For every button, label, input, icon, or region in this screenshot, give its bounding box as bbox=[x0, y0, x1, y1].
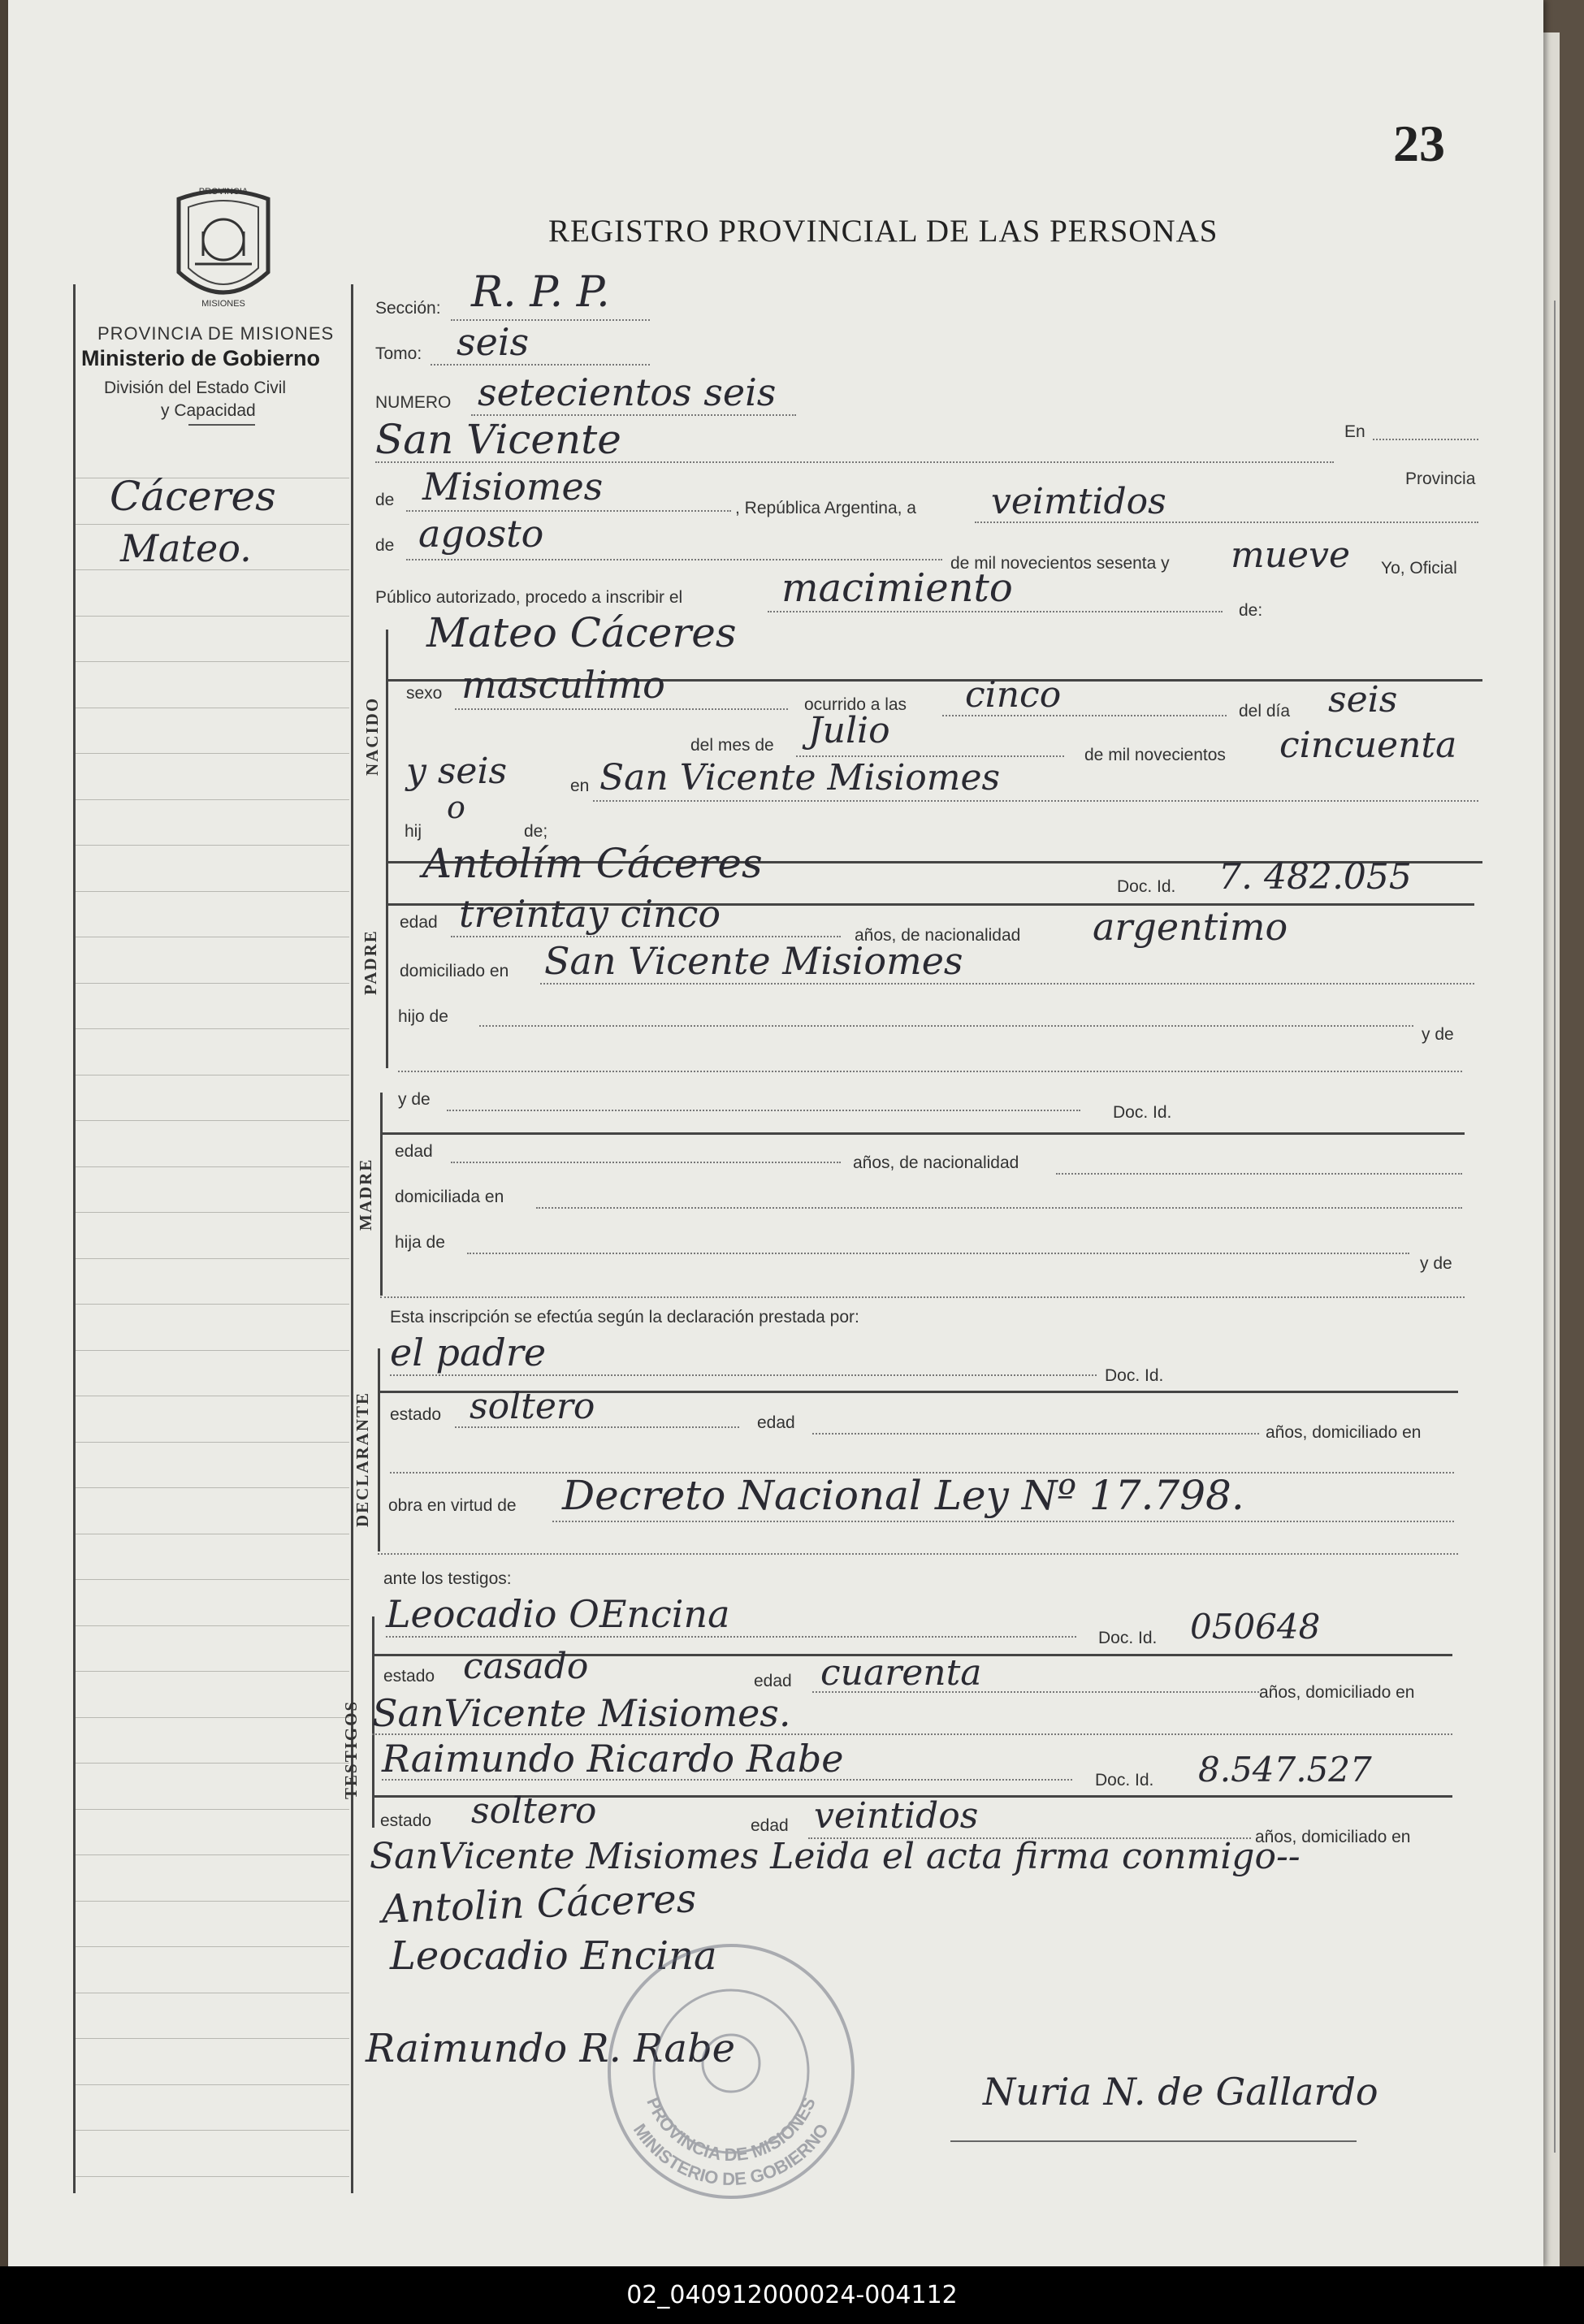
t2-anos-label: años, domiciliado en bbox=[1255, 1828, 1411, 1846]
margin-rule-line bbox=[75, 1212, 349, 1213]
margin-rule-line bbox=[75, 1763, 349, 1764]
lugar-value: San Vicente bbox=[375, 416, 621, 463]
margin-rule-line bbox=[75, 845, 349, 846]
t1-nombre-line bbox=[386, 1636, 1076, 1638]
madre-y-de-label: y de bbox=[398, 1090, 431, 1109]
decl-edad-line bbox=[812, 1433, 1259, 1435]
madre-doc-label: Doc. Id. bbox=[1113, 1103, 1172, 1122]
t2-doc-value: 8.547.527 bbox=[1198, 1750, 1372, 1790]
mes-nac-value: Julio bbox=[808, 710, 890, 751]
declarante-value: el padre bbox=[390, 1331, 547, 1374]
mes-line bbox=[406, 559, 942, 560]
page-title: REGISTRO PROVINCIAL DE LAS PERSONAS bbox=[548, 214, 1218, 249]
padre-edad-line bbox=[451, 936, 841, 937]
t2-estado-label: estado bbox=[380, 1811, 432, 1830]
hijo-label: hij bbox=[405, 822, 422, 841]
numero-label: NUMERO bbox=[375, 393, 452, 412]
de-label: de bbox=[375, 491, 395, 509]
madre-hija-de-label: hija de bbox=[395, 1233, 445, 1252]
t1-dom-value: SanVicente Misiomes. bbox=[372, 1691, 791, 1735]
t2-doc-label: Doc. Id. bbox=[1095, 1771, 1154, 1790]
obra-label: obra en virtud de bbox=[388, 1496, 517, 1515]
padre-nac-value: argentimo bbox=[1093, 905, 1288, 949]
margin-rule-line bbox=[75, 799, 349, 800]
section-padre: PADRE bbox=[361, 929, 380, 995]
hijo-o-value: o bbox=[447, 790, 465, 825]
provincia-label: Provincia bbox=[1405, 470, 1476, 488]
declarante-bracket bbox=[378, 1348, 380, 1551]
padre-edad-value: treintay cinco bbox=[459, 892, 721, 936]
padre-doc-label: Doc. Id. bbox=[1117, 877, 1176, 896]
header-ministry: Ministerio de Gobierno bbox=[81, 346, 321, 370]
declarante-line bbox=[390, 1374, 1097, 1376]
padre-y-de-label: y de bbox=[1422, 1025, 1454, 1044]
margin-rule-line bbox=[75, 616, 349, 617]
de-label-2: de bbox=[375, 536, 395, 555]
margin-rule-line bbox=[75, 2084, 349, 2085]
madre-anos-label: años, de nacionalidad bbox=[853, 1153, 1019, 1172]
declarante-doc-label: Doc. Id. bbox=[1105, 1366, 1164, 1385]
sexo-label: sexo bbox=[406, 684, 443, 703]
section-testigos: TESTIGOS bbox=[341, 1699, 361, 1799]
signature-antolin: Antolin Cáceres bbox=[381, 1876, 698, 1932]
scan-footer-bar bbox=[0, 2266, 1584, 2324]
mes-value: agosto bbox=[418, 512, 544, 556]
padre-dom-label: domiciliado en bbox=[400, 962, 509, 980]
obra-value: Decreto Nacional Ley Nº 17.798. bbox=[562, 1472, 1244, 1519]
margin-rule-line bbox=[75, 1258, 349, 1259]
tomo-line bbox=[431, 364, 650, 366]
margin-rule-line bbox=[75, 1350, 349, 1351]
de-mil-label: de mil novecientos sesenta y bbox=[950, 554, 1170, 573]
right-border bbox=[1554, 301, 1556, 2153]
madre-edad-label: edad bbox=[395, 1142, 433, 1161]
numero-value: setecientos seis bbox=[478, 370, 777, 414]
official-stamp bbox=[593, 1933, 869, 2209]
madre-y-de-label-2: y de bbox=[1420, 1254, 1452, 1273]
margin-rule-line bbox=[75, 1625, 349, 1626]
t1-anos-label: años, domiciliado en bbox=[1259, 1683, 1415, 1702]
del-mes-label: del mes de bbox=[690, 736, 774, 755]
dia-line bbox=[975, 521, 1478, 523]
header-province: PROVINCIA DE MISIONES bbox=[97, 323, 335, 344]
birth-record-page bbox=[8, 0, 1543, 2266]
acto-value: macimiento bbox=[781, 565, 1013, 611]
header-capacity: y Capacidad bbox=[161, 401, 256, 420]
madre-name-line bbox=[447, 1110, 1080, 1111]
anio-value: mueve bbox=[1231, 534, 1350, 576]
t1-doc-label: Doc. Id. bbox=[1098, 1629, 1158, 1647]
tomo-label: Tomo: bbox=[375, 344, 422, 363]
provincial-seal-icon bbox=[162, 183, 284, 313]
margin-rule-line bbox=[75, 1166, 349, 1167]
scan-file-id: 02_040912000024-004112 bbox=[626, 2281, 958, 2309]
nacido-bracket bbox=[386, 630, 388, 861]
madre-dom-line bbox=[536, 1207, 1462, 1209]
lugar-line bbox=[375, 461, 1334, 463]
decl-estado-value: soltero bbox=[470, 1386, 595, 1427]
padre-dom-line bbox=[540, 983, 1474, 985]
margin-rule-line bbox=[75, 524, 349, 525]
margin-rule-line bbox=[75, 983, 349, 984]
signature-raimundo: Raimundo R. Rabe bbox=[366, 2026, 736, 2071]
madre-bottom-line bbox=[380, 1296, 1465, 1298]
margin-rule-line bbox=[75, 1946, 349, 1947]
publico-label: Público autorizado, procedo a inscribir el bbox=[375, 588, 683, 607]
tomo-value: seis bbox=[457, 320, 530, 364]
t2-estado-value: soltero bbox=[471, 1790, 597, 1832]
sexo-line bbox=[455, 708, 788, 710]
de-mil-nov-label: de mil novecientos bbox=[1084, 746, 1226, 764]
t2-dom-value: SanVicente Misiomes Leida el acta firma conmigo-- bbox=[370, 1836, 1301, 1877]
margin-rule-line bbox=[75, 1579, 349, 1580]
en-label: En bbox=[1344, 422, 1365, 441]
esta-inscripcion-label: Esta inscripción se efectúa según la declaración prestada por: bbox=[390, 1308, 859, 1326]
anio-nac-value: cincuenta bbox=[1279, 725, 1457, 766]
yo-oficial-label: Yo, Oficial bbox=[1381, 559, 1457, 578]
margin-rule-line bbox=[75, 1028, 349, 1029]
decl-estado-label: estado bbox=[390, 1405, 442, 1424]
en-line bbox=[1373, 439, 1478, 440]
obra-line bbox=[552, 1521, 1454, 1522]
padre-anos-label: años, de nacionalidad bbox=[855, 926, 1021, 945]
t1-doc-value: 050648 bbox=[1190, 1607, 1321, 1647]
ocurrido-label: ocurrido a las bbox=[804, 695, 907, 714]
del-dia-label: del día bbox=[1239, 702, 1291, 721]
t1-edad-line bbox=[812, 1691, 1259, 1693]
madre-hija-de-line bbox=[467, 1253, 1409, 1254]
t1-nombre-value: Leocadio OEncina bbox=[386, 1592, 730, 1636]
padre-nombre-value: Antolím Cáceres bbox=[422, 840, 763, 887]
margin-right-border bbox=[351, 284, 353, 2193]
official-signature-line bbox=[950, 2140, 1357, 2142]
decl-anos-label: años, domiciliado en bbox=[1266, 1423, 1422, 1442]
acto-line bbox=[768, 611, 1223, 612]
t2-nombre-line bbox=[382, 1779, 1072, 1781]
padre-hijo-de-line bbox=[479, 1025, 1413, 1027]
margin-rule-line bbox=[75, 2130, 349, 2131]
seal-top-text: PROVINCIA bbox=[198, 187, 249, 197]
decl-edad-label: edad bbox=[757, 1413, 795, 1432]
t2-edad-label: edad bbox=[751, 1816, 789, 1835]
margin-left-border bbox=[73, 284, 76, 2193]
t2-edad-value: veintidos bbox=[814, 1795, 979, 1837]
padre-hijo-de-label: hijo de bbox=[398, 1007, 448, 1026]
ante-label: ante los testigos: bbox=[383, 1569, 512, 1588]
dia-value: veimtidos bbox=[991, 481, 1166, 522]
de-colon-label: de: bbox=[1239, 601, 1263, 620]
t1-estado-value: casado bbox=[463, 1646, 589, 1687]
padre-extra-line bbox=[398, 1071, 1462, 1072]
signature-official: Nuria N. de Gallardo bbox=[983, 2070, 1378, 2114]
hora-line bbox=[942, 715, 1227, 716]
margin-rule-line bbox=[75, 1671, 349, 1672]
padre-bracket bbox=[386, 861, 388, 1068]
margin-rule-line bbox=[75, 1304, 349, 1305]
t1-edad-value: cuarenta bbox=[820, 1652, 982, 1694]
section-madre: MADRE bbox=[356, 1158, 375, 1231]
stamp-inner-text: PROVINCIA DE MISIONES bbox=[643, 2094, 820, 2166]
lugar-nac-line bbox=[593, 800, 1478, 802]
t2-nombre-value: Raimundo Ricardo Rabe bbox=[382, 1737, 844, 1781]
t1-edad-label: edad bbox=[754, 1672, 792, 1690]
margin-rule-line bbox=[75, 1717, 349, 1718]
section-nacido: NACIDO bbox=[362, 696, 382, 776]
nombre-value: Mateo Cáceres bbox=[426, 609, 737, 656]
margin-rule-line bbox=[75, 891, 349, 892]
margin-surname: Cáceres bbox=[110, 473, 276, 520]
stamp-outer-text: MINISTERIO DE GOBIERNO bbox=[629, 2119, 833, 2190]
signature-leocadio: Leocadio Encina bbox=[390, 1933, 717, 1979]
margin-rule-line bbox=[75, 661, 349, 662]
header-division: División del Estado Civil bbox=[104, 379, 287, 397]
page-number: 23 bbox=[1393, 115, 1445, 172]
margin-rule-line bbox=[75, 753, 349, 754]
madre-bracket bbox=[380, 1093, 383, 1296]
margin-rule-line bbox=[75, 1901, 349, 1902]
padre-dom-value: San Vicente Misiomes bbox=[544, 939, 963, 983]
seccion-value: R. P. P. bbox=[471, 268, 610, 317]
t1-dom-line bbox=[372, 1733, 1452, 1735]
margin-rule-line bbox=[75, 1854, 349, 1855]
declarante-bottom-line bbox=[378, 1553, 1458, 1555]
decl-estado-line bbox=[455, 1426, 739, 1428]
margin-rule-line bbox=[75, 2038, 349, 2039]
lugar-nac-value: San Vicente Misiomes bbox=[599, 757, 1001, 798]
margin-given-name: Mateo. bbox=[120, 526, 252, 570]
anio-nac2-value: y seis bbox=[406, 751, 508, 792]
seccion-label: Sección: bbox=[375, 299, 441, 318]
dia-nac-value: seis bbox=[1328, 679, 1398, 721]
republica-label: , República Argentina, a bbox=[735, 499, 916, 517]
madre-top-line bbox=[380, 1132, 1465, 1135]
header-underline bbox=[188, 424, 255, 426]
madre-nac-line bbox=[1056, 1173, 1462, 1175]
margin-rule-line bbox=[75, 1809, 349, 1810]
madre-edad-line bbox=[451, 1162, 841, 1163]
margin-rule-line bbox=[75, 2176, 349, 2177]
seal-bottom-text: MISIONES bbox=[201, 299, 245, 309]
madre-dom-label: domiciliada en bbox=[395, 1188, 504, 1206]
padre-doc-value: 7. 482.055 bbox=[1218, 856, 1412, 898]
de-semi-label: de; bbox=[524, 822, 548, 841]
margin-rule-line bbox=[75, 1442, 349, 1443]
margin-rule-line bbox=[75, 1120, 349, 1121]
en-small-label: en bbox=[570, 777, 590, 795]
sexo-value: masculimo bbox=[461, 663, 665, 707]
provincia-value: Misiomes bbox=[422, 465, 604, 509]
hora-value: cinco bbox=[965, 674, 1062, 716]
margin-rule-line bbox=[75, 1487, 349, 1488]
section-declarante: DECLARANTE bbox=[353, 1391, 372, 1527]
padre-edad-label: edad bbox=[400, 913, 438, 932]
t1-estado-label: estado bbox=[383, 1667, 435, 1686]
